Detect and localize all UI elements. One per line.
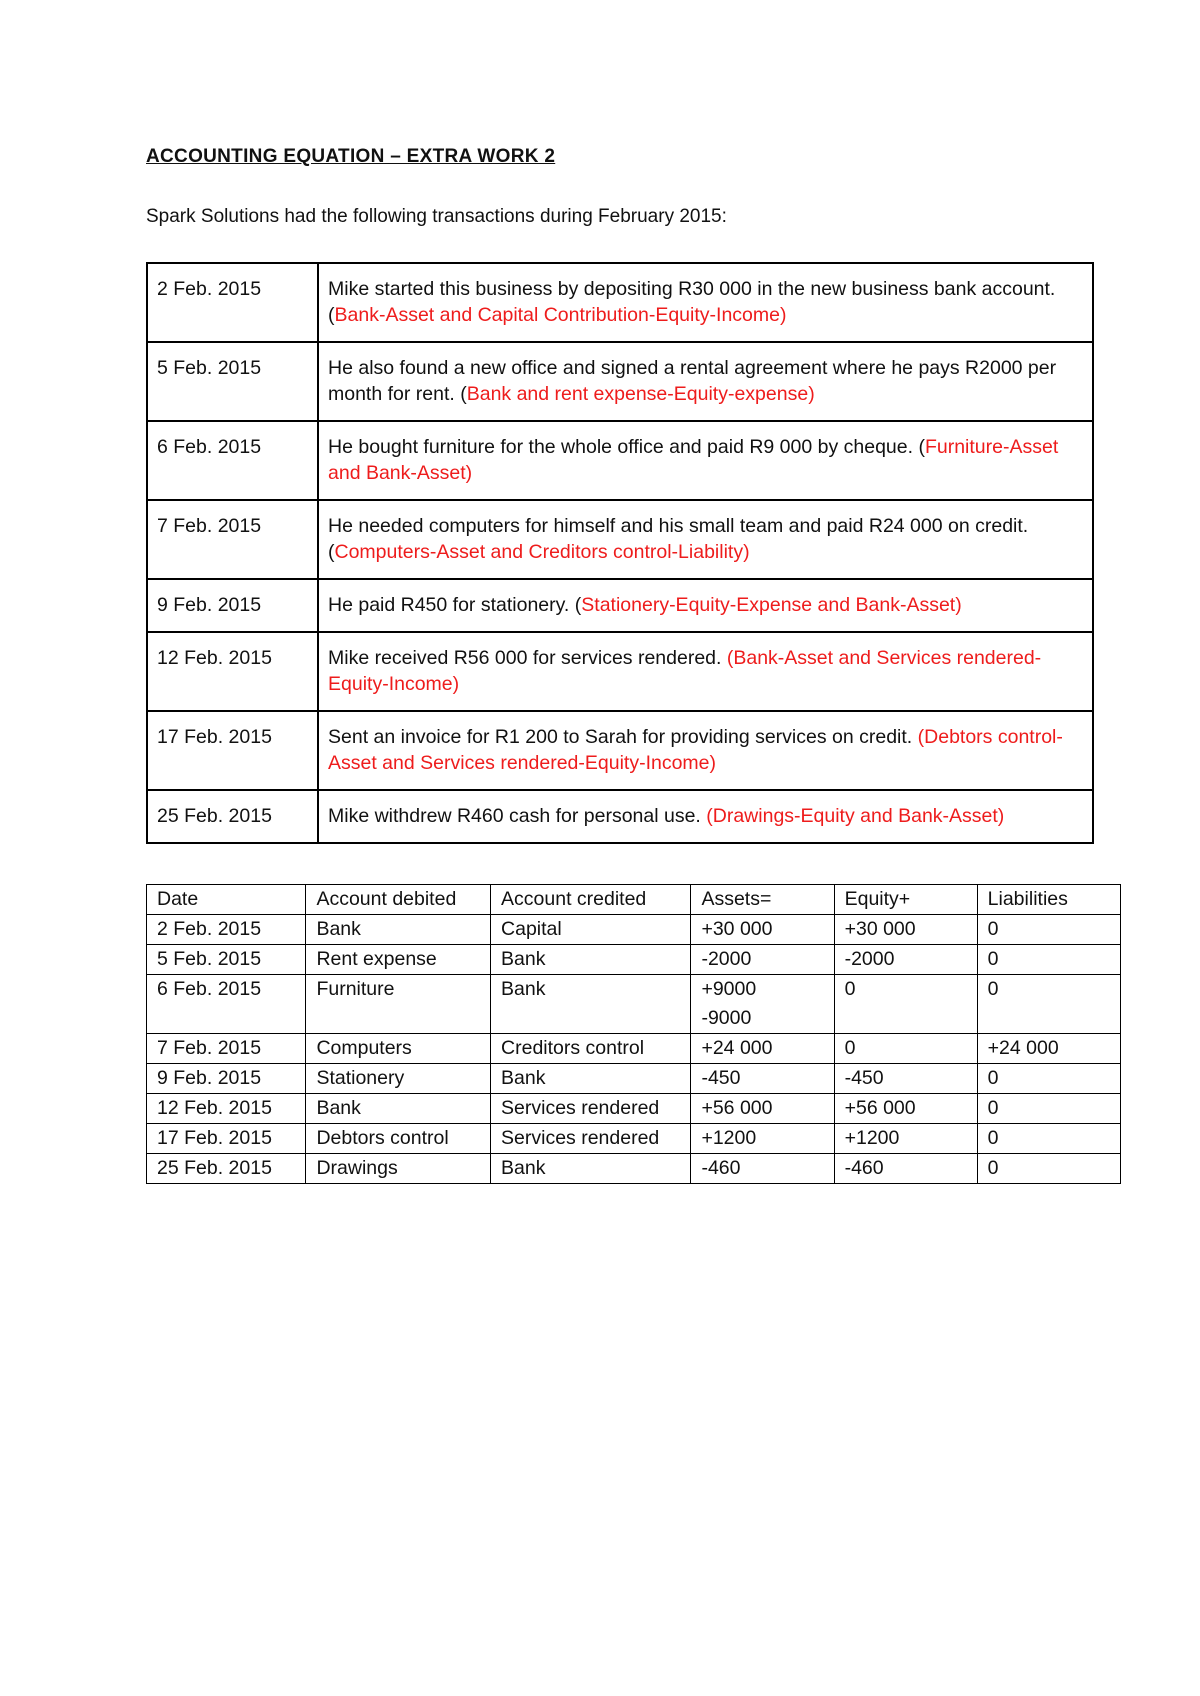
account-credited-cell: Bank: [491, 945, 691, 975]
transaction-answer: Bank-Asset and Capital Contribution-Equity-Income): [334, 304, 787, 326]
transaction-description: [318, 342, 1093, 421]
transaction-date: 2 Feb. 2015: [147, 263, 318, 342]
assets-cell: -460: [691, 1154, 834, 1184]
transaction-text: He paid R450 for stationery. (: [328, 594, 582, 616]
date-cell: 7 Feb. 2015: [147, 1034, 306, 1064]
accounting-equation-table: [146, 884, 1121, 1184]
date-cell: 2 Feb. 2015: [147, 915, 306, 945]
transaction-row: [147, 500, 1093, 579]
account-credited-cell: Creditors control: [491, 1034, 691, 1064]
equity-cell: -450: [834, 1064, 977, 1094]
transaction-description: [318, 500, 1093, 579]
date-cell: 12 Feb. 2015: [147, 1094, 306, 1124]
table-row: [147, 1154, 1121, 1184]
transaction-date: 25 Feb. 2015: [147, 790, 318, 843]
transaction-row: [147, 421, 1093, 500]
equity-cell: 0: [834, 975, 977, 1034]
transaction-row: [147, 263, 1093, 342]
transaction-row: [147, 711, 1093, 790]
transaction-date: 7 Feb. 2015: [147, 500, 318, 579]
transaction-answer: Furniture-Asset and Bank-Asset): [328, 436, 1059, 484]
transaction-text: He bought furniture for the whole office and paid R9 000 by cheque. (: [328, 436, 925, 458]
transaction-text: He also found a new office and signed a rental agreement where he pays R2000 per month for rent. (: [328, 357, 1057, 405]
assets-cell: +1200: [691, 1124, 834, 1154]
transaction-row: [147, 790, 1093, 843]
transaction-description: [318, 632, 1093, 711]
liabilities-cell: +24 000: [977, 1034, 1120, 1064]
liabilities-cell: 0: [977, 945, 1120, 975]
date-cell: 25 Feb. 2015: [147, 1154, 306, 1184]
account-debited-cell: Stationery: [306, 1064, 491, 1094]
table-header-row: [147, 885, 1121, 915]
transaction-answer: (Debtors control-Asset and Services rendered-Equity-Income): [328, 726, 1063, 774]
account-debited-cell: Computers: [306, 1034, 491, 1064]
transaction-answer: (Bank-Asset and Services rendered-Equity-Income): [328, 647, 1042, 695]
table-row: [147, 1064, 1121, 1094]
transaction-answer: Bank and rent expense-Equity-expense): [466, 383, 815, 405]
account-credited-cell: Services rendered: [491, 1124, 691, 1154]
liabilities-cell: 0: [977, 915, 1120, 945]
column-header: Date: [147, 885, 306, 915]
account-debited-cell: Bank: [306, 1094, 491, 1124]
assets-cell: +56 000: [691, 1094, 834, 1124]
transaction-row: [147, 579, 1093, 632]
liabilities-cell: 0: [977, 1124, 1120, 1154]
transactions-table: [146, 262, 1094, 844]
transaction-text: Mike started this business by depositing R30 000 in the new business bank account. (: [328, 278, 1056, 326]
assets-cell: -2000: [691, 945, 834, 975]
transaction-text: He needed computers for himself and his small team and paid R24 000 on credit. (: [328, 515, 1029, 563]
assets-cell: +9000 -9000: [691, 975, 834, 1034]
equity-cell: 0: [834, 1034, 977, 1064]
account-credited-cell: Bank: [491, 1064, 691, 1094]
equity-cell: -2000: [834, 945, 977, 975]
account-debited-cell: Bank: [306, 915, 491, 945]
liabilities-cell: 0: [977, 975, 1120, 1034]
transaction-text: Mike withdrew R460 cash for personal use.: [328, 805, 707, 827]
transaction-text: Mike received R56 000 for services rendered.: [328, 647, 727, 669]
transaction-description: [318, 421, 1093, 500]
equity-cell: +30 000: [834, 915, 977, 945]
transaction-row: [147, 342, 1093, 421]
transaction-date: 17 Feb. 2015: [147, 711, 318, 790]
document-title: ACCOUNTING EQUATION – EXTRA WORK 2: [146, 146, 556, 167]
transaction-answer: (Drawings-Equity and Bank-Asset): [706, 805, 1005, 827]
liabilities-cell: 0: [977, 1094, 1120, 1124]
equity-cell: +56 000: [834, 1094, 977, 1124]
transaction-description: [318, 711, 1093, 790]
transaction-date: 9 Feb. 2015: [147, 579, 318, 632]
equity-cell: +1200: [834, 1124, 977, 1154]
account-credited-cell: Bank: [491, 975, 691, 1034]
table-row: [147, 1094, 1121, 1124]
table-row: [147, 1034, 1121, 1064]
table-row: [147, 945, 1121, 975]
equity-cell: -460: [834, 1154, 977, 1184]
transaction-description: [318, 579, 1093, 632]
liabilities-cell: 0: [977, 1064, 1120, 1094]
transaction-description: [318, 790, 1093, 843]
account-debited-cell: Debtors control: [306, 1124, 491, 1154]
table-row: [147, 975, 1121, 1034]
account-debited-cell: Drawings: [306, 1154, 491, 1184]
account-credited-cell: Capital: [491, 915, 691, 945]
table-row: [147, 915, 1121, 945]
column-header: Account credited: [491, 885, 691, 915]
assets-cell: +24 000: [691, 1034, 834, 1064]
column-header: Account debited: [306, 885, 491, 915]
date-cell: 17 Feb. 2015: [147, 1124, 306, 1154]
account-debited-cell: Furniture: [306, 975, 491, 1034]
account-credited-cell: Services rendered: [491, 1094, 691, 1124]
table-row: [147, 1124, 1121, 1154]
transaction-answer: Computers-Asset and Creditors control-Liability): [334, 541, 750, 563]
liabilities-cell: 0: [977, 1154, 1120, 1184]
column-header: Liabilities: [977, 885, 1120, 915]
transaction-date: 12 Feb. 2015: [147, 632, 318, 711]
transaction-date: 6 Feb. 2015: [147, 421, 318, 500]
transaction-description: [318, 263, 1093, 342]
intro-text: Spark Solutions had the following transactions during February 2015:: [146, 206, 727, 227]
transaction-answer: Stationery-Equity-Expense and Bank-Asset): [581, 594, 962, 616]
transaction-text: Sent an invoice for R1 200 to Sarah for providing services on credit.: [328, 726, 918, 748]
assets-cell: +30 000: [691, 915, 834, 945]
column-header: Equity+: [834, 885, 977, 915]
transaction-row: [147, 632, 1093, 711]
assets-cell: -450: [691, 1064, 834, 1094]
account-credited-cell: Bank: [491, 1154, 691, 1184]
transaction-date: 5 Feb. 2015: [147, 342, 318, 421]
date-cell: 6 Feb. 2015: [147, 975, 306, 1034]
column-header: Assets=: [691, 885, 834, 915]
date-cell: 5 Feb. 2015: [147, 945, 306, 975]
date-cell: 9 Feb. 2015: [147, 1064, 306, 1094]
account-debited-cell: Rent expense: [306, 945, 491, 975]
